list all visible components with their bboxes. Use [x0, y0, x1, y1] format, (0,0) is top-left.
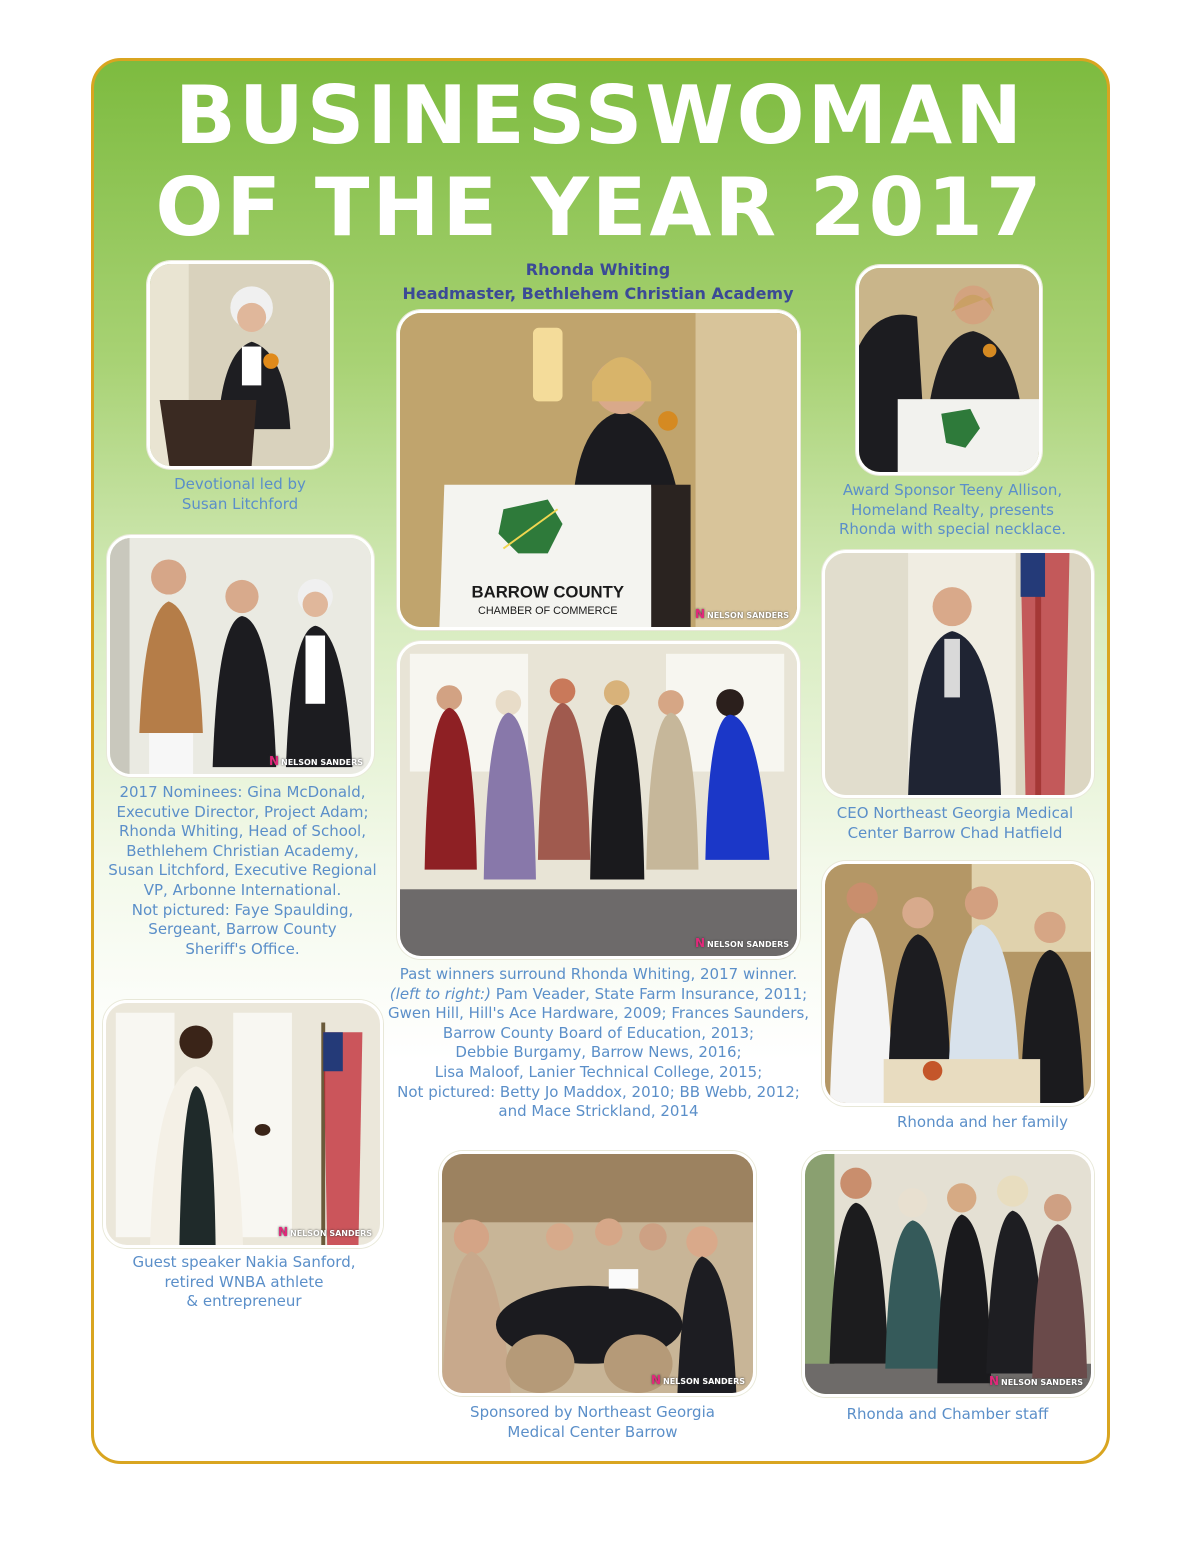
- honoree-position: Headmaster, Bethlehem Christian Academy: [402, 284, 794, 303]
- caption-text: Pam Veader, State Farm Insurance, 2011;: [490, 984, 808, 1003]
- caption-line: Devotional led by: [174, 475, 306, 493]
- caption-family: Rhonda and her family: [896, 1113, 1069, 1131]
- caption-line: and Mace Strickland, 2014: [498, 1102, 699, 1121]
- photo-chamber-staff-art: [805, 1154, 1091, 1394]
- photo-banquet-art: [442, 1154, 753, 1393]
- photo-sponsor-necklace: [856, 265, 1042, 475]
- caption-past-winners: [380, 965, 817, 1122]
- caption-line: Sponsored by Northeast Georgia: [470, 1403, 715, 1421]
- watermark: NNELSON SANDERS: [694, 607, 789, 621]
- photo-sponsor-necklace-art: [859, 268, 1039, 472]
- watermark: NNELSON SANDERS: [694, 936, 789, 950]
- photo-family-art: [825, 864, 1091, 1103]
- caption-line: 2017 Nominees: Gina McDonald,: [119, 783, 366, 801]
- caption-sponsored: [450, 1403, 735, 1442]
- caption-line: Not pictured: Betty Jo Maddox, 2010; BB Webb, 2012;: [397, 1082, 800, 1101]
- caption-line: Sheriff's Office.: [185, 939, 300, 958]
- caption-line: Executive Director, Project Adam;: [116, 802, 369, 821]
- photo-nominees: [107, 535, 374, 777]
- photo-past-winners-art: [400, 644, 797, 956]
- caption-line: Center Barrow Chad Hatfield: [847, 823, 1063, 842]
- photo-devotional-art: [150, 264, 330, 466]
- caption-line: CEO Northeast Georgia Medical: [836, 804, 1074, 822]
- caption-line: Bethlehem Christian Academy,: [126, 841, 359, 860]
- photo-main-podium-art: [400, 313, 797, 627]
- caption-line: VP, Arbonne International.: [143, 880, 342, 899]
- watermark: NNELSON SANDERS: [988, 1374, 1083, 1388]
- caption-emphasis: (left to right:): [389, 984, 491, 1003]
- caption-line: Gwen Hill, Hill's Ace Hardware, 2009; Frances Saunders,: [387, 1004, 810, 1023]
- caption-line: Not pictured: Faye Spaulding,: [131, 900, 354, 919]
- caption-line: Rhonda with special necklace.: [838, 520, 1067, 539]
- watermark: NNELSON SANDERS: [650, 1373, 745, 1387]
- watermark: NNELSON SANDERS: [268, 754, 363, 768]
- caption-line: Medical Center Barrow: [507, 1422, 678, 1441]
- caption-line: Homeland Realty, presents: [851, 500, 1054, 519]
- caption-line: Susan Litchford, Executive Regional: [108, 861, 377, 880]
- photo-guest-speaker: [103, 1000, 383, 1248]
- caption-line: [380, 985, 817, 1005]
- photo-nominees-art: [110, 538, 371, 774]
- caption-guest-speaker: [110, 1253, 378, 1312]
- caption-line: Rhonda Whiting, Head of School,: [119, 822, 366, 841]
- photo-guest-speaker-art: [106, 1003, 380, 1245]
- honoree-name: Rhonda Whiting: [525, 260, 671, 279]
- caption-line: Lisa Maloof, Lanier Technical College, 2015;: [434, 1062, 763, 1081]
- podium-sign-line-1: BARROW COUNTY: [471, 582, 625, 602]
- caption-line: Guest speaker Nakia Sanford,: [132, 1253, 356, 1271]
- photo-ceo: [822, 550, 1094, 798]
- caption-line: retired WNBA athlete: [164, 1272, 324, 1291]
- caption-nominees: [100, 783, 385, 959]
- caption-line: Award Sponsor Teeny Allison,: [842, 481, 1063, 499]
- caption-line: Debbie Burgamy, Barrow News, 2016;: [455, 1043, 742, 1062]
- caption-devotional: [140, 475, 340, 514]
- photo-chamber-staff: [802, 1151, 1094, 1397]
- caption-line: Sergeant, Barrow County: [148, 920, 337, 939]
- caption-sponsor-necklace: [830, 481, 1075, 540]
- caption-line: & entrepreneur: [186, 1292, 302, 1311]
- podium-sign-line-2: CHAMBER OF COMMERCE: [478, 605, 618, 618]
- caption-chamber-staff: Rhonda and Chamber staff: [846, 1405, 1049, 1423]
- photo-devotional: [147, 261, 333, 469]
- caption-line: Susan Litchford: [181, 494, 299, 513]
- photo-main-podium: [397, 310, 800, 630]
- photo-banquet: [439, 1151, 756, 1396]
- title-line-1: BUSINESSWOMAN: [174, 69, 1026, 162]
- honoree-heading: [370, 258, 826, 306]
- title-line-2: OF THE YEAR 2017: [155, 161, 1045, 254]
- caption-line: Past winners surround Rhonda Whiting, 2017 winner.: [399, 965, 798, 983]
- caption-line: Barrow County Board of Education, 2013;: [442, 1023, 755, 1042]
- photo-past-winners: [397, 641, 800, 959]
- photo-family: [822, 861, 1094, 1106]
- caption-ceo: [820, 804, 1090, 843]
- watermark: NNELSON SANDERS: [277, 1225, 372, 1239]
- photo-ceo-art: [825, 553, 1091, 795]
